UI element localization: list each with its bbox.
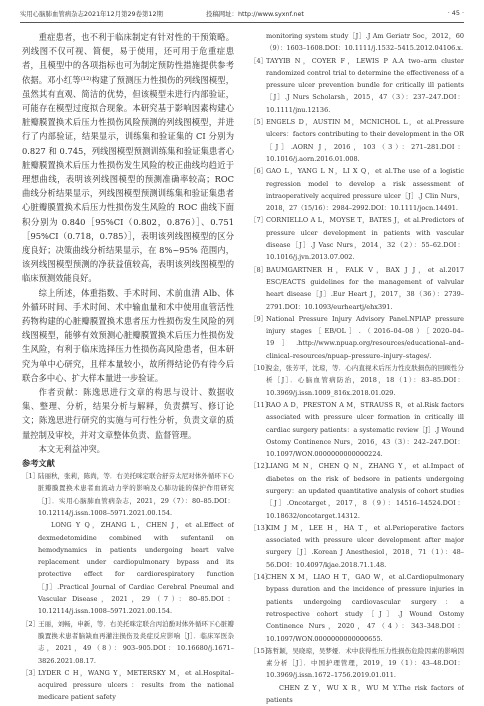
reference-number: ［11］ <box>250 400 272 409</box>
submission-website: 投稿网址：http://www.syxnf.net <box>206 10 304 18</box>
running-header <box>20 9 464 21</box>
reference-item <box>22 519 234 617</box>
reference-number: ［15］ <box>250 646 272 655</box>
reference-text: KIM J M，LEE H，HA T，et al.Perioperative factors associated with pressure ulcer development after major surgery［J］.Korean J Anesthesiol，2018，71（1）：48–56.DOI：10.4097/kjae.2018.71.1.48. <box>266 523 464 569</box>
reference-text: 陆丽秋，张莉，陈尚，等．右美托咪定联合舒芬太尼对体外循环下心脏瓣膜置换术患者血流动力学的影响及心肺功能的保护作用研究［J］．实用心脑肺血管病杂志，2021，29（7）：80–85.DOI：10.12114/j.issn.1008–5971.2021.00.154. <box>38 472 234 517</box>
reference-item <box>250 30 464 55</box>
reference-number: ［2］ <box>22 619 40 628</box>
reference-item <box>250 571 464 645</box>
references-title: 参考文献 <box>22 458 55 469</box>
reference-number: ［9］ <box>250 314 268 323</box>
body-paragraph: 综上所述，体重指数、手术时间、术前血清 Alb、体外循环时间、手术时间、术中输血量和术中使用血管活性药物构建的心脏瓣膜置换术患者压力性损伤发生风险的列线图模型，能够有效预测心脏瓣膜置换术后压力性损伤发生风险，有利于临床选择压力性损伤高风险患者，但本研究为单中心研究，且样本量较小，故所得结论仍有待今后联合多中心、扩大样本量进一步验证。 <box>22 287 234 383</box>
reference-text: CHEN X M，LIAO H T，GAO W，et al.Cardiopulmonary bypass duration and the incidence of pressure injuries in patients undergoing cardiovascular surgery：a retrospective cohort study［J］.J Wound Ostomy Continence Nurs，2020，47（4）：343–348.DOI：10.1097/WON.0000000000000655. <box>266 573 464 643</box>
reference-item <box>22 667 234 704</box>
reference-text: CHEN Z Y，WU X R，WU M Y.The risk factors of patients <box>266 683 464 705</box>
reference-item <box>250 460 464 521</box>
reference-number: ［14］ <box>250 573 272 582</box>
reference-text: 王丽，刘畅，申新，等．右美托咪定联合丙泊酚对体外循环下心脏瓣膜置换术患者脑缺血再灌注损伤及炎症反应影响［J］．临床军医杂志，2021，49（8）：903–905.DOI：10.16680/j.1671–3826.2021.08.17. <box>38 619 234 665</box>
conflict-statement: 本文无利益冲突。 <box>38 443 105 454</box>
reference-item <box>250 522 464 571</box>
reference-item <box>250 362 464 399</box>
reference-number: ［4］ <box>250 56 268 65</box>
reference-text: National Pressure Injury Advisory Panel.NPIAP pressure injury stages［EB/OL］.（2016–04–08）［2020–04–19］.http://www.npuap.org/resources/educational–and–clinical–resources/npuap–pressure–injury–stages/. <box>266 314 464 360</box>
reference-list-right <box>250 30 464 706</box>
page-number: · 45 · <box>447 9 464 17</box>
right-column <box>250 30 464 706</box>
reference-list-left <box>22 470 234 704</box>
reference-item <box>22 618 234 667</box>
reference-number: ［12］ <box>250 462 272 471</box>
reference-item <box>22 470 234 519</box>
reference-item <box>250 214 464 263</box>
reference-text: 倪金，张芳平，沈琼，等．心内直视术后压力性皮肤损伤的回顾性分析［J］．心脑血管病防治，2018，18（1）：83–85.DOI：10.3969/j.issn.1009_816x.2018.01.029. <box>266 364 464 397</box>
reference-text: CORNIELLO A L，MOYSE T，BATES J，et al.Predictors of pressure ulcer development in patients with vascular disease［J］.J Vasc Nurs，2014，32（2）：55–62.DOI：10.1016/j.jvn.2013.07.002. <box>266 216 464 262</box>
reference-number: ［6］ <box>250 167 268 176</box>
reference-item <box>250 682 464 706</box>
header-rule <box>20 22 464 23</box>
reference-number: ［1］ <box>22 472 40 481</box>
reference-text: GAO L，YANG L N，LI X Q，et al.The use of a logistic regression model to develop a risk assessment of intraoperatively acquired pressure ulcer［J］.J Clin Nurs，2018，27（15/16）：2984–2992.DOI：10.1111/jocn.14491. <box>266 167 464 213</box>
reference-text: TAYYIB N，COYER F，LEWIS P A.A two–arm cluster randomized control trial to determine the effectiveness of a pressure ulcer prevention bundle for critically ill patients［J］.J Nurs Scholarsh，2015，47（3）：237–247.DOI：10.1111/jnu.12136. <box>266 56 464 114</box>
reference-item <box>250 264 464 313</box>
reference-number: ［5］ <box>250 118 268 127</box>
reference-number: ［3］ <box>22 668 40 677</box>
author-contributions: 作者贡献：陈逸思进行文章的构思与设计、数据收集、整理、分析，结果分析与解释，负责撰写、修订论文；陈逸思进行研究的实施与可行性分析，负责文章的质量控制及审校，并对文章整体负责、监督管理。 <box>22 387 234 440</box>
journal-name: 实用心脑肺血管病杂志2021年12月第29卷第12期 <box>20 10 163 18</box>
reference-text: BAUMGARTNER H，FALK V，BAX J J，et al.2017 ESC/EACTS guidelines for the management of valvular heart disease［J］.Eur Heart J，2017，38（36）：2739–2791.DOI：10.1093/eurheartj/ehx391. <box>266 265 464 311</box>
reference-number: ［8］ <box>250 265 268 274</box>
reference-text: LONG Y Q，ZHANG L，CHEN J，et al.Effect of dexmedetomidine combined with sufentanil on hemodynamics in patients undergoing heart valve replacement under cardiopulmonary bypass and its protective effect for cardiorespiratory function［J］.Practical Journal of Cardiac Cerebral Pneumal and Vascular Disease，2021，29（7）：80–85.DOI：10.12114/j.issn.1008–5971.2021.00.154. <box>38 521 234 616</box>
reference-number: ［7］ <box>250 216 268 225</box>
reference-item <box>250 645 464 682</box>
reference-text: RAO A D，PRESTON A M，STRAUSS R，et al.Risk factors associated with pressure ulcer formation in critically ill cardiac surgery patients：a systematic review［J］.J Wound Ostomy Continence Nurs，2016，43（3）：242–247.DOI：10.1097/WON.0000000000000224. <box>266 400 464 459</box>
reference-text: LYDER C H，WANG Y，METERSKY M，et al.Hospital–acquired pressure ulcers：results from the national medicare patient safety <box>38 668 234 702</box>
reference-item <box>250 399 464 460</box>
reference-text: LIANG M N，CHEN Q N，ZHANG Y，et al.Impact of diabetes on the risk of bedsore in patients undergoing surgery：an updated quantitative analysis of cohort studies［J］.Oncotarget，2017，8（9）：14516–14524.DOI：10.18632/oncotarget.14312. <box>266 462 464 520</box>
reference-item <box>250 313 464 362</box>
reference-text: monitoring system study［J］.J Am Geriatr Soc，2012，60（9）：1603–1608.DOI：10.1111/j.1532–5415.2012.04106.x. <box>266 32 464 53</box>
reference-item <box>250 55 464 116</box>
body-paragraph: 重症患者，也不利于临床制定有针对性的干预策略。列线图不仅可视、简便，易于使用，还可用于危重症患者，且模型中的各项指标也可为制定预防性措施提供参考依据。邓小红等⁽¹²⁾构建了预测压力性损伤的列线图模型，虽然其有直观、简洁的优势，但该模型未进行内部验证，可能存在模型过度拟合现象。本研究基于影响因素构建心脏瓣膜置换术后压力性损伤风险预测的列线图模型，并进行了内部验证，结果显示，训练集和验证集的 CI 分别为 0.827 和 0.745，列线图模型预测训练集和验证集患者心脏瓣膜置换术后压力性损伤发生风险的校正曲线均趋近于理想曲线，表明该列线图模型的预测准确率较高；ROC 曲线分析结果显示，列线图模型预测训练集和验证集患者心脏瓣膜置换术后压力性损伤发生风险的 ROC 曲线下面积分别为 0.840［95%CI（0.802，0.876）］、0.751［95%CI（0.718，0.785）］，表明该列线图模型的区分度良好；决策曲线分析结果显示，在 8%~95% 范围内，该列线图模型预测的净获益值较高，表明该列线图模型的临床预测效能良好。 <box>22 32 234 284</box>
reference-item <box>250 165 464 214</box>
reference-item <box>250 116 464 165</box>
reference-number: ［10］ <box>250 364 272 373</box>
left-column <box>22 30 234 704</box>
reference-text: ENGELS D，AUSTIN M，MCNICHOL L，et al.Pressure ulcers：factors contributing to their development in the OR［J］.AORN J，2016，103（3）：271–281.DOI：10.1016/j.aorn.2016.01.008. <box>266 118 464 163</box>
reference-number: ［13］ <box>250 523 272 532</box>
reference-text: 陈哲颖，吴晓琼，吴梦娅．术中获得性压力性损伤危险因素的影响因素分析［J］．中国护理管理，2019，19（1）：43–48.DOI：10.3969/j.issn.1672–1756.2019.01.011. <box>266 646 464 680</box>
